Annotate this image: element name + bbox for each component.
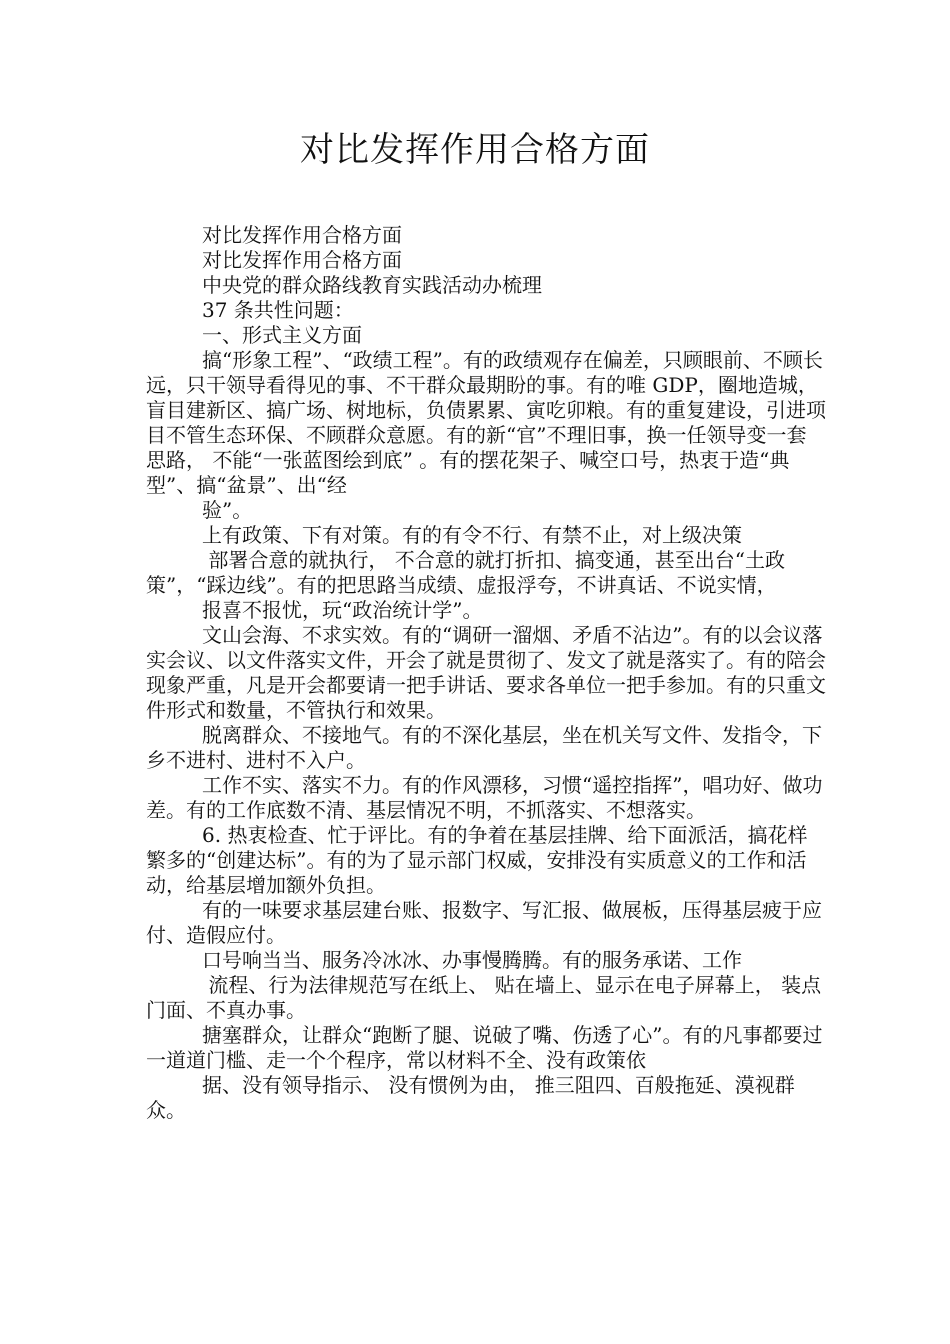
- paragraph: 中央党的群众路线教育实践活动办梳理: [202, 273, 542, 297]
- paragraph: 有的一味要求基层建台账、报数字、写汇报、做展板，压得基层疲于应付、造假应付。: [146, 898, 822, 947]
- paragraph: 文山会海、不求实效。有的“调研一溜烟、矛盾不沾边”。有的以会议落实会议、以文件落实文件，开会了就是贯彻了、发文了就是落实了。有的陪会现象严重，凡是开会都要请一把手讲话、要求各单位一把手参加。有的只重文件形式和数量，不管执行和效果。: [146, 623, 826, 722]
- document-title: 对比发挥作用合格方面: [300, 130, 650, 170]
- paragraph: 部署合意的就执行， 不合意的就打折扣、搞变通，甚至出台“土政策”，“踩边线”。有的把思路当成绩、虚报浮夸，不讲真话、不说实情，: [146, 548, 785, 597]
- paragraph: 报喜不报忧，玩“政治统计学”。: [202, 598, 483, 622]
- paragraph: 对比发挥作用合格方面: [202, 248, 402, 272]
- paragraph: 搪塞群众，让群众“跑断了腿、说破了嘴、伤透了心”。有的凡事都要过一道道门槛、走一个个程序，常以材料不全、没有政策依: [146, 1023, 823, 1072]
- paragraph: 上有政策、下有对策。有的有令不行、有禁不止，对上级决策: [202, 523, 742, 547]
- paragraph: 37 条共性问题：: [202, 298, 354, 322]
- paragraph: 工作不实、落实不力。有的作风漂移，习惯“遥控指挥”，唱功好、做功差。有的工作底数不清、基层情况不明，不抓落实、不想落实。: [146, 773, 823, 822]
- paragraph: 口号响当当、服务冷冰冰、办事慢腾腾。有的服务承诺、工作: [202, 948, 742, 972]
- paragraph: 流程、行为法律规范写在纸上、 贴在墙上、显示在电子屏幕上， 装点门面、不真办事。: [146, 973, 822, 1022]
- paragraph: 据、没有领导指示、 没有惯例为由， 推三阻四、百般拖延、漠视群众。: [146, 1073, 795, 1122]
- paragraph: 搞“形象工程”、“政绩工程”。有的政绩观存在偏差，只顾眼前、不顾长远，只干领导看得见的事、不干群众最期盼的事。有的唯 GDP，圈地造城，盲目建新区、搞广场、树地标，负债累累、寅吃卯粮。有的重复建设，引进项目不管生态环保、不顾群众意愿。有的新“官”不理旧事，换一任领导变一套思路， 不能“一张蓝图绘到底” 。有的摆花架子、喊空口号，热衷于造“典型”、搞“盆景”、出“经: [146, 348, 826, 497]
- paragraph: 脱离群众、不接地气。有的不深化基层，坐在机关写文件、发指令，下乡不进村、进村不入户。: [146, 723, 822, 772]
- paragraph: 验”。: [202, 498, 253, 522]
- paragraph: 对比发挥作用合格方面: [202, 223, 402, 247]
- paragraph: 6. 热衷检查、忙于评比。有的争着在基层挂牌、给下面派活，搞花样繁多的“创建达标”。有的为了显示部门权威，安排没有实质意义的工作和活动，给基层增加额外负担。: [146, 823, 808, 897]
- section-heading: 一、形式主义方面: [202, 323, 362, 347]
- document-body: [146, 223, 826, 1123]
